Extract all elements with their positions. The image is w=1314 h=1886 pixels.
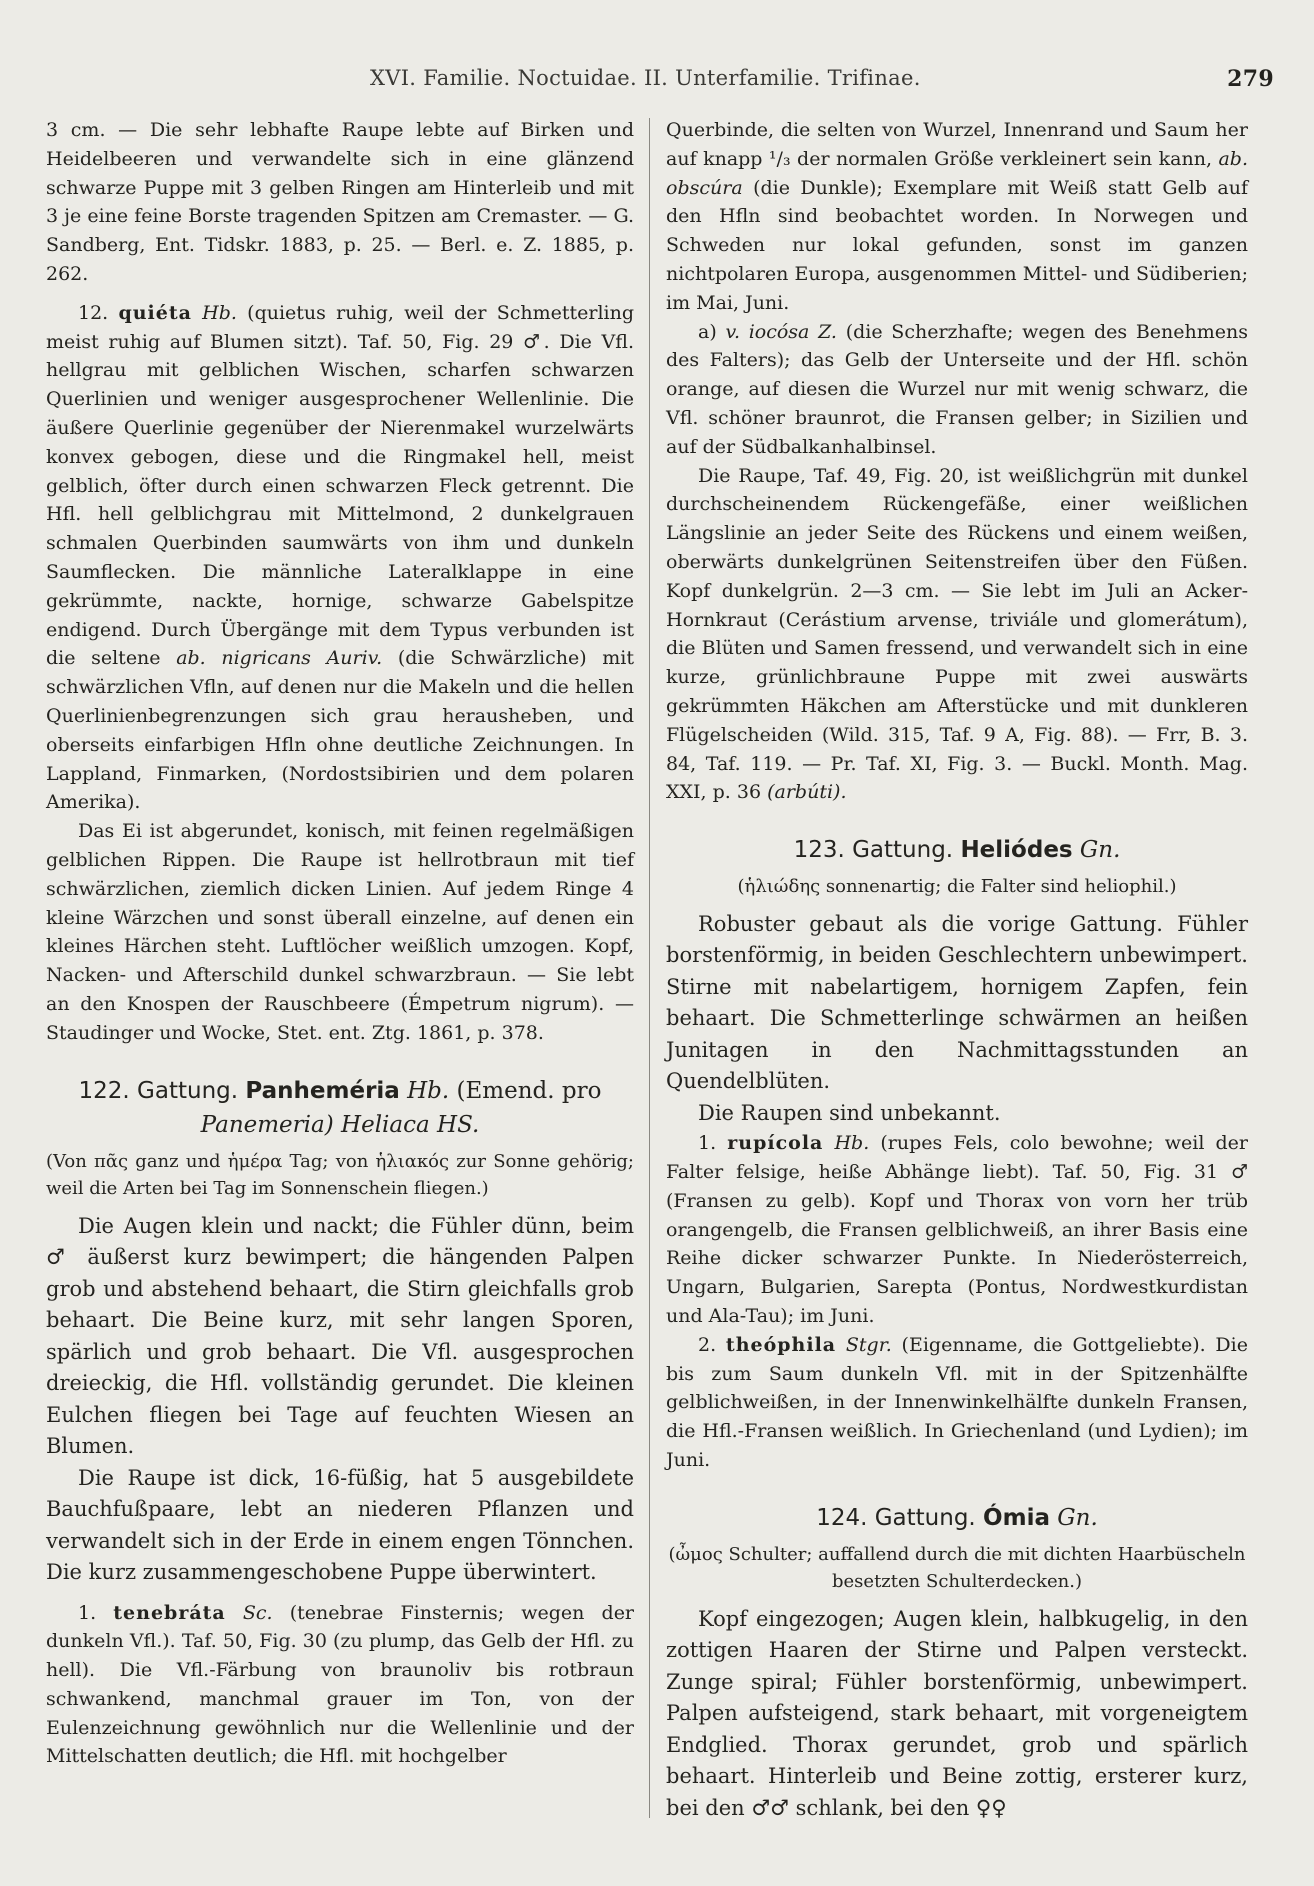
- species-text: (tenebrae Finsternis; wegen der dunkeln Vfl.). Taf. 50, Fig. 30 (zu plump, das Gelb der Hfl. zu hell). Die Vfl.-Färbung von braunoliv bis rotbraun schwankend, manchmal grauer im Ton, von der Eulenzeichnung gewöhnlich nur die Wellenlinie und der Mittelschatten deutlich; die Hfl. mit hochgelber: [46, 1601, 635, 1768]
- species-number: 1.: [698, 1132, 717, 1155]
- species-author: Hb.: [202, 301, 237, 324]
- page-header: [40, 66, 1274, 100]
- species-entry-quieta: [46, 299, 634, 817]
- paragraph-text-continued: (die Dunkle); Exemplare mit Weiß statt Gelb auf den Hfln sind beobachtet worden. In Norwegen und Schweden nur lokal gefunden, sonst im ganzen nichtpolaren Europa, ausgenommen Mittel- und Südiberien; im Mai, Juni.: [666, 176, 1249, 314]
- continued-paragraph: 3 cm. — Die sehr lebhafte Raupe lebte auf Birken und Heidelbeeren und verwandelte sich in eine glänzend schwarze Puppe mit 3 gelben Ringen am Hinterleib und mit 3 je eine feine Borste tragenden Spitzen am Cremaster. — G. Sandberg, Ent. Tidskr. 1883, p. 25. — Berl. e. Z. 1885, p. 262.: [46, 119, 634, 285]
- continued-paragraph: [666, 116, 1248, 318]
- genus-number: 123. Gattung.: [793, 837, 954, 864]
- column-divider: [649, 118, 650, 1818]
- running-title: XVI. Familie. Noctuidae. II. Unterfamilie. Trifinae.: [370, 66, 921, 90]
- aberration-name: ab. nigricans Auriv.: [176, 647, 383, 670]
- right-column: [666, 116, 1248, 1824]
- variety-name: v. iocósa Z.: [725, 320, 837, 343]
- larva-paragraph: [666, 462, 1248, 808]
- species-text-continued: (die Schwärzliche) mit schwärzlichen Vfln, auf denen nur die Makeln und die hellen Querlinienbegrenzungen sich grau herausheben, und oberseits einfarbigen Hfln ohne deutliche Zeichnungen. In Lappland, Finmarken, (Nordostsibirien und dem polaren Amerika).: [46, 647, 634, 814]
- genus-etymology: (ἡλιώδης sonnenartig; die Falter sind heliophil.): [737, 876, 1177, 898]
- page-number: 279: [1227, 66, 1274, 92]
- genus-name: Panheméria: [245, 1077, 400, 1104]
- species-number: 1.: [78, 1601, 97, 1624]
- paragraph-text: Querbinde, die selten von Wurzel, Innenrand und Saum her auf knapp ¹/₃ der normalen Größe verkleinert sein kann,: [666, 119, 1248, 170]
- genus-etymology: (ὦμος Schulter; auffallend durch die mit dichten Haarbüscheln besetzten Schulterdecken.): [668, 1543, 1246, 1593]
- species-text: (Eigenname, die Gottgeliebte). Die bis zum Saum dunkeln Vfl. mit in der Spitzenhälfte gelblichweißen, in der Innenwinkelhälfte dunkeln Fransen, die Hfl.-Fransen weißlich. In Griechenland (und Lydien); im Juni.: [666, 1333, 1248, 1471]
- genus-author: Gn.: [1057, 1504, 1098, 1531]
- genus-author: Hb.: [407, 1077, 450, 1104]
- genus-etymology: (Von πᾶς ganz und ἡμέρα Tag; von ἡλιακός zur Sonne gehörig; weil die Arten bei Tag im Sonnenschein fliegen.): [46, 1150, 634, 1199]
- genus-larva-note: Die Raupen sind unbekannt.: [698, 1100, 1001, 1125]
- aberration-name: ab. obscúra: [666, 147, 1248, 199]
- variety-entry: [666, 318, 1248, 462]
- species-author: Sc.: [242, 1601, 273, 1624]
- species-name: theóphila: [725, 1333, 837, 1356]
- genus-description: Kopf eingezogen; Augen klein, halbkugelig, in den zottigen Haaren der Stirne und Palpen versteckt. Zunge spiral; Fühler borstenförmig, unbewimpert. Palpen aufsteigend, stark behaart, mit vorgeneigtem Endglied. Thorax gerundet, grob und spärlich behaart. Hinterleib und Beine zottig, ersterer kurz, bei den ♂♂ schlank, bei den ♀♀: [666, 1606, 1248, 1820]
- species-entry-tenebrata: [46, 1599, 634, 1772]
- genus-heading-124: [666, 1501, 1248, 1535]
- species-text: (rupes Fels, colo bewohne; weil der Falter felsige, heiße Abhänge liebt). Taf. 50, Fig. 31 ♂ (Fransen zu gelb). Kopf und Thorax von vorn her trüb orangengelb, die Fransen gelblichweiß, an ihrer Basis eine Reihe dicker schwarzer Punkte. In Niederösterreich, Ungarn, Bulgarien, Sarepta (Pontus, Nordwestkurdistan und Ala-Tau); im Juni.: [666, 1132, 1248, 1327]
- species-name: quiéta: [118, 301, 192, 324]
- genus-name: Heliódes: [960, 837, 1073, 864]
- species-number: 2.: [698, 1333, 717, 1356]
- genus-number: 124. Gattung.: [816, 1504, 976, 1531]
- species-author: Stgr.: [845, 1333, 892, 1356]
- species-author: Hb.: [834, 1132, 870, 1155]
- genus-larva-description: Die Raupe ist dick, 16-füßig, hat 5 ausgebildete Bauchfußpaare, lebt an niederen Pflanzen und verwandelt sich in der Erde in einem engen Tönnchen. Die kurz zusammengeschobene Puppe überwintert.: [46, 1465, 634, 1584]
- species-name: rupícola: [727, 1132, 824, 1155]
- genus-description: Die Augen klein und nackt; die Fühler dünn, beim ♂ äußerst kurz bewimpert; die hängenden Palpen grob und abstehend behaart, die Stirn gleichfalls grob behaart. Die Beine kurz, mit sehr langen Sporen, spärlich und grob behaart. Die Vfl. ausgesprochen dreieckig, die Hfl. vollständig gerundet. Die kleinen Eulchen fliegen bei Tage auf feuchten Wiesen an Blumen.: [46, 1213, 634, 1458]
- larva-text: Die Raupe, Taf. 49, Fig. 20, ist weißlichgrün mit dunkel durchscheinendem Rückengefäße, einer weißlichen Längslinie an jeder Seite des Rückens und einem weißen, oberwärts dunkelgrünen Seitenstreifen über den Füßen. Kopf dunkelgrün. 2—3 cm. — Sie lebt im Juli an Acker-Hornkraut (Cerástium arvense, triviále und glomerátum), die Blüten und Samen fressend, und verwandelt sich in eine kurze, grünlichbraune Puppe mit zwei auswärts gekrümmten Häkchen am Afterstücke und mit dunkleren Flügelscheiden (Wild. 315, Taf. 9 A, Fig. 88). — Frr, B. 3. 84, Taf. 119. — Pr. Taf. XI, Fig. 3. — Buckl. Month. Mag. XXI, p. 36: [666, 464, 1248, 804]
- genus-description: Robuster gebaut als die vorige Gattung. Fühler borstenförmig, in beiden Geschlechtern unbewimpert. Stirne mit nabelartigem, hornigem Zapfen, fein behaart. Die Schmetterlinge schwärmen an heißen Junitagen in den Nachmittagsstunden an Quendelblüten.: [666, 911, 1248, 1094]
- species-name: tenebráta: [113, 1601, 226, 1624]
- left-column: [46, 116, 634, 1771]
- genus-author: Gn.: [1079, 837, 1121, 864]
- genus-synonym: Panemeria) Heliaca HS.: [200, 1111, 480, 1138]
- species-number: 12.: [78, 301, 109, 324]
- genus-name: Ómia: [983, 1504, 1050, 1531]
- genus-emendation: (Emend. pro: [456, 1077, 602, 1104]
- species-text: (quietus ruhig, weil der Schmetterling meist ruhig auf Blumen sitzt). Taf. 50, Fig. 29 ♂. Die Vfl. hellgrau mit gelblichen Wischen, scharfen schwarzen Querlinien und weniger ausgesprochener Wellenlinie. Die äußere Querlinie gegenüber der Nierenmakel wurzelwärts konvex gebogen, diese und die Ringmakel hell, meist gelblich, öfter durch einen schwarzen Fleck getrennt. Die Hfl. hell gelblichgrau mit Mittelmond, 2 dunkelgrauen schmalen Querbinden saumwärts von ihm und dunkeln Saumflecken. Die männliche Lateralklappe in eine gekrümmte, nackte, hornige, schwarze Gabelspitze endigend. Durch Übergänge mit dem Typus verbunden ist die seltene: [46, 301, 635, 670]
- variety-text: (die Scherzhafte; wegen des Benehmens des Falters); das Gelb der Unterseite und der Hfl. schön orange, auf diesen die Wurzel nur mit wenig schwarz, die Vfl. schöner braunrot, die Fransen gelber; in Sizilien und auf der Südbalkanhalbinsel.: [666, 320, 1249, 458]
- egg-larva-paragraph: Das Ei ist abgerundet, konisch, mit feinen regelmäßigen gelblichen Rippen. Die Raupe ist hellrotbraun mit tief schwärzlichen, ziemlich dicken Linien. Auf jedem Ringe 4 kleine Wärzchen und sonst überall einzelne, auf denen ein kleines Härchen steht. Luftlöcher weißlich umzogen. Kopf, Nacken- und Afterschild dunkel schwarzbraun. — Sie lebt an den Knospen der Rauschbeere (Émpetrum nigrum). — Staudinger und Wocke, Stet. ent. Ztg. 1861, p. 378.: [46, 820, 634, 1044]
- genus-heading-122: [46, 1074, 634, 1142]
- genus-number: 122. Gattung.: [78, 1077, 239, 1104]
- genus-heading-123: [666, 833, 1248, 867]
- species-entry-rupicola: [666, 1129, 1248, 1331]
- species-entry-theophila: [666, 1331, 1248, 1475]
- variety-label: a): [698, 320, 717, 343]
- larva-text-end: (arbúti).: [767, 781, 847, 804]
